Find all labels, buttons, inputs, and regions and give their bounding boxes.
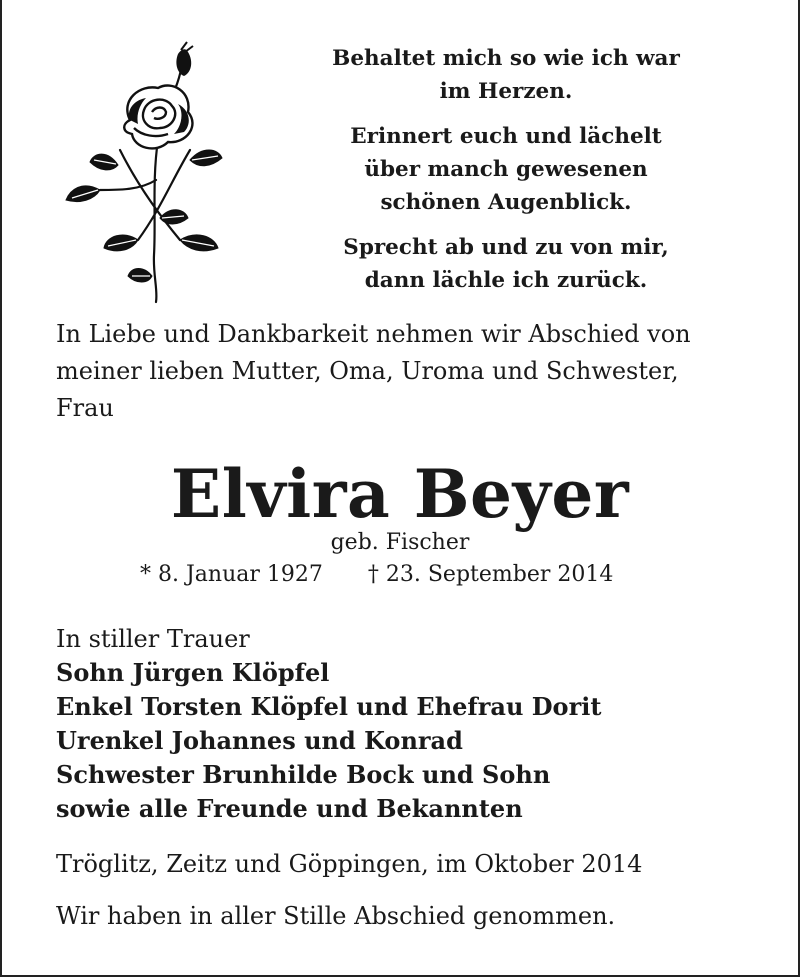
deceased-name: Elvira Beyer (170, 455, 630, 533)
intro-text (56, 316, 766, 427)
death-date: † 23. September 2014 (367, 562, 614, 587)
poem-line: Erinnert euch und lächelt (350, 124, 662, 149)
poem-stanza (300, 231, 712, 297)
mourner-name: Sohn Jürgen Klöpfel (56, 658, 330, 687)
intro-line: meiner lieben Mutter, Oma, Uroma und Schwester, (56, 357, 679, 385)
place-date: Tröglitz, Zeitz und Göppingen, im Oktober 2014 (56, 850, 643, 878)
poem-stanza (300, 120, 712, 219)
poem-line: schönen Augenblick. (380, 190, 632, 215)
birth-date: * 8. Januar 1927 (140, 562, 323, 587)
mourner-name: Enkel Torsten Klöpfel und Ehefrau Dorit (56, 692, 602, 721)
mourner-name: Urenkel Johannes und Konrad (56, 726, 463, 755)
mourners-heading: In stiller Trauer (56, 625, 250, 653)
intro-line: Frau (56, 394, 114, 422)
rose-icon (60, 40, 230, 305)
mourners-list (56, 622, 756, 826)
poem-stanza (300, 42, 712, 108)
poem-line: Behaltet mich so wie ich war (332, 46, 680, 71)
maiden-name: geb. Fischer (330, 530, 470, 555)
life-dates (140, 559, 700, 591)
poem-line: über manch gewesenen (364, 157, 648, 182)
intro-line: In Liebe und Dankbarkeit nehmen wir Abschied von (56, 320, 691, 348)
closing-note: Wir haben in aller Stille Abschied genommen. (56, 902, 616, 930)
mourner-name: Schwester Brunhilde Bock und Sohn (56, 760, 551, 789)
poem-line: dann lächle ich zurück. (364, 268, 648, 293)
poem-line: im Herzen. (439, 79, 573, 104)
poem (300, 42, 712, 297)
poem-line: Sprecht ab und zu von mir, (343, 235, 669, 260)
mourner-name: sowie alle Freunde und Bekannten (56, 794, 523, 823)
